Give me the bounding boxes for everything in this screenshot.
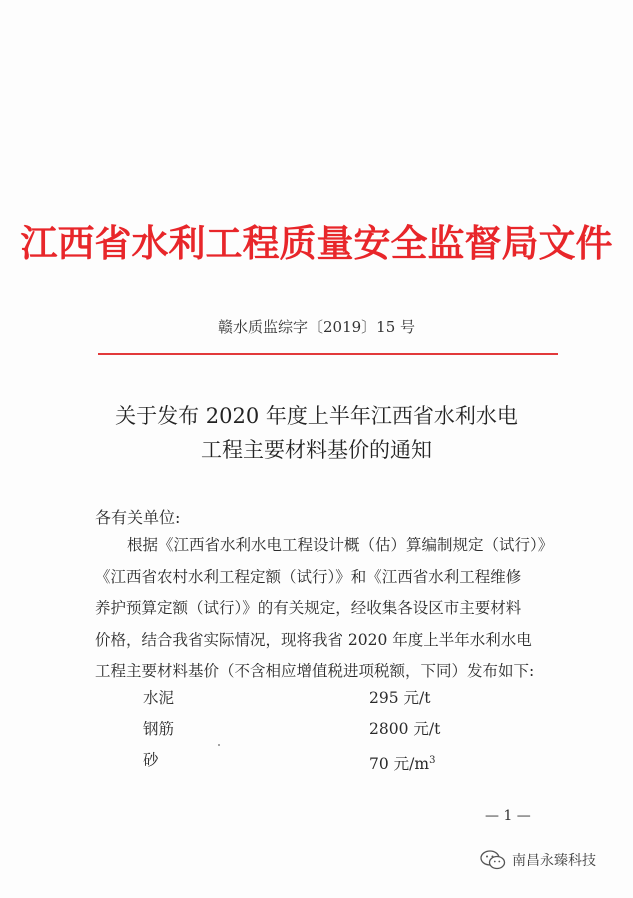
wechat-icon [480,850,506,870]
material-price: 2800 元/t [369,720,441,738]
material-price: 295 元/t [369,689,431,707]
materials-list [143,683,463,776]
watermark-text: 南昌永臻科技 [512,853,596,869]
body-line: 根据《江西省水利水电工程设计概（估）算编制规定（试行）》 [127,536,554,554]
material-row [143,683,463,714]
body-line: 工程主要材料基价（不含相应增值税进项税额，下同）发布如下: [95,662,535,680]
material-price: 70 元/m [369,755,430,774]
watermark [480,848,596,872]
unit-superscript: 3 [429,755,436,766]
notice-title-line2: 工程主要材料基价的通知 [201,438,432,462]
material-price-with-unit [369,745,435,780]
notice-title [0,399,633,467]
material-name: 砂 [143,751,159,769]
body-line: 价格，结合我省实际情况，现将我省 2020 年度上半年水利水电 [95,630,532,649]
page-number: — 1 — [485,808,531,824]
body-line: 《江西省农村水利工程定额（试行）》和《江西省水利工程维修 [95,567,522,586]
notice-title-line1: 关于发布 2020 年度上半年江西省水利水电 [115,404,518,428]
salutation: 各有关单位: [95,508,181,527]
header-title: 江西省水利工程质量安全监督局文件 [20,221,613,265]
document-number: 赣水质监综字〔2019〕15 号 [217,318,416,336]
material-row [143,745,463,776]
scan-speck [218,744,220,746]
red-divider [98,353,558,355]
material-name: 水泥 [143,689,175,707]
body-line: 养护预算定额（试行）》的有关规定，经收集各设区市主要材料 [95,599,522,617]
body-paragraph [95,530,565,688]
material-name: 钢筋 [143,720,175,738]
material-row [143,714,463,745]
